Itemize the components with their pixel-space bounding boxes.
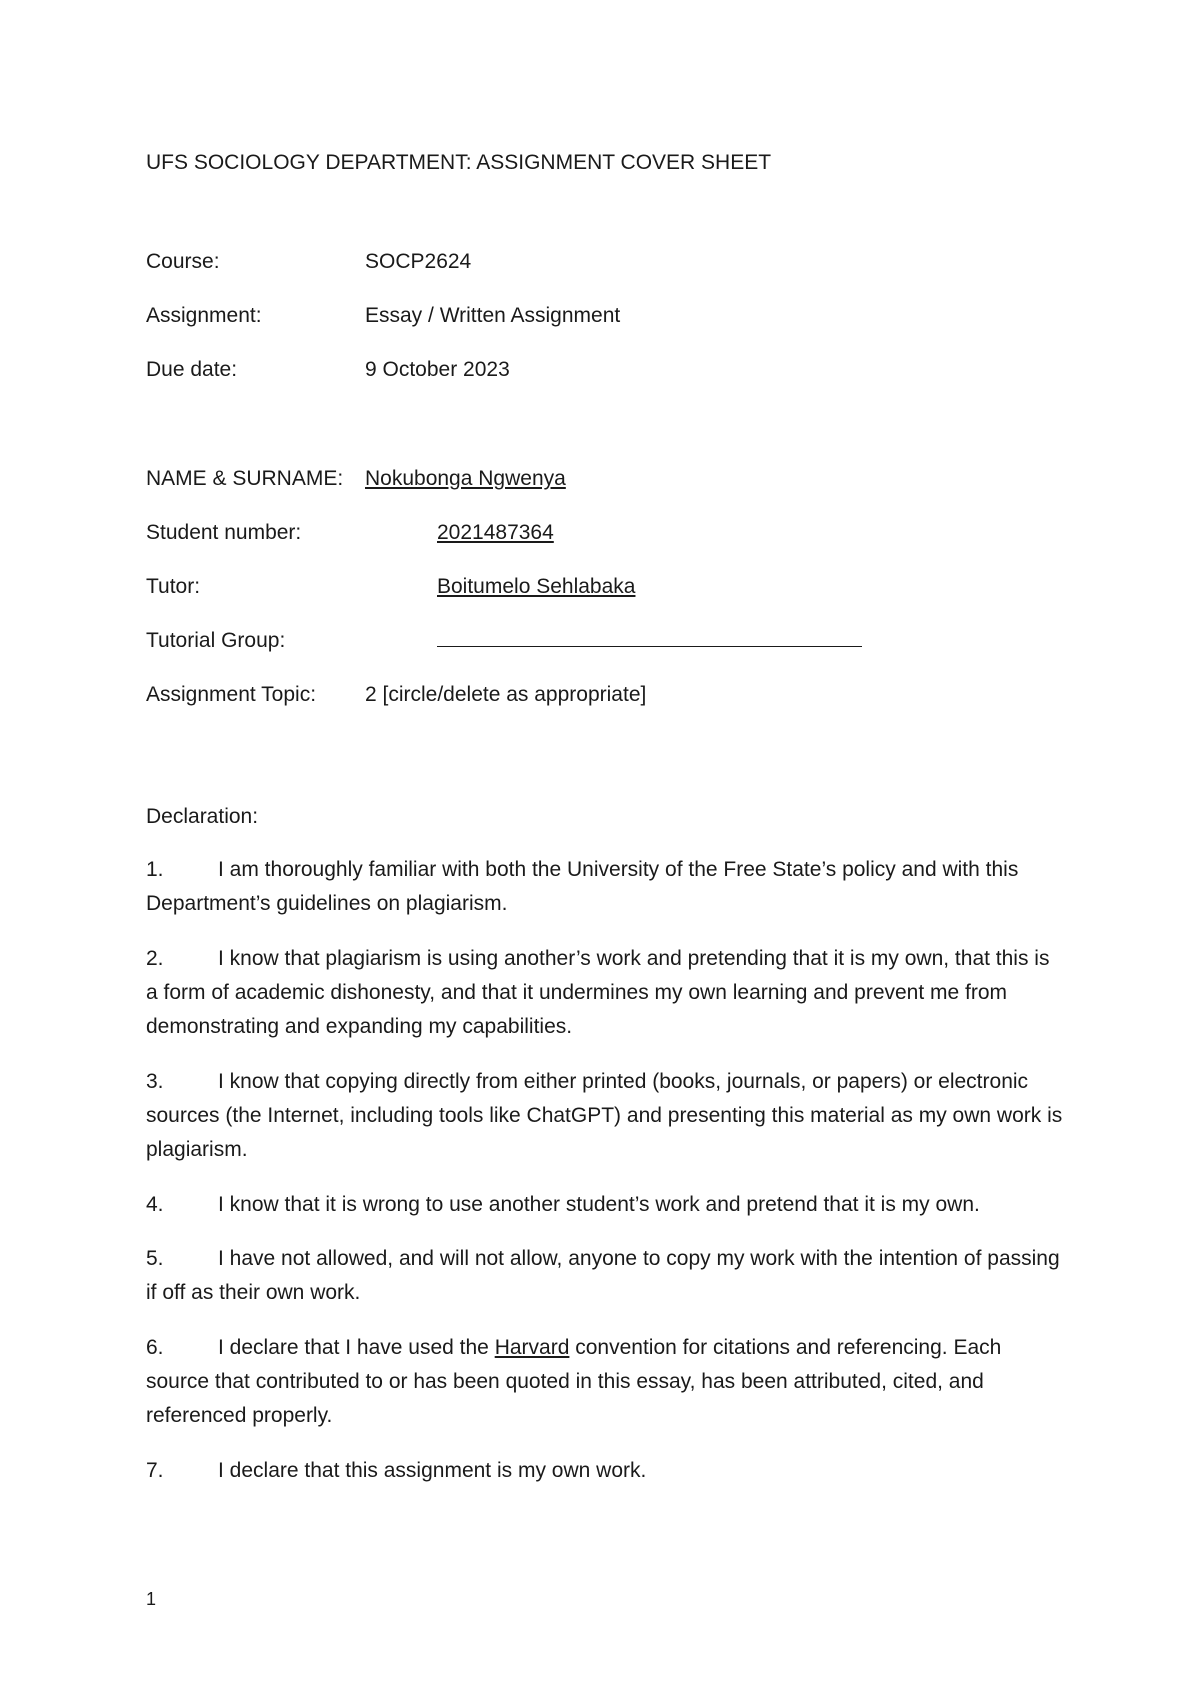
tutor-row — [146, 570, 1106, 604]
name-label: NAME & SURNAME: — [146, 467, 344, 490]
name-value: Nokubonga Ngwenya — [365, 467, 566, 490]
student-number-value: 2021487364 — [437, 521, 554, 544]
declaration-number: 4. — [146, 1193, 164, 1216]
student-number-row — [146, 516, 1106, 550]
assignment-row — [146, 299, 1106, 333]
declaration-number: 6. — [146, 1336, 164, 1359]
declaration-text: I am thoroughly familiar with both the University of the Free State’s policy and with this Department’s guidelines on plagiarism. — [146, 858, 1019, 915]
declaration-text: I know that copying directly from either printed (books, journals, or papers) or electronic sources (the Internet, including tools like ChatGPT) and presenting this material as my own work is plagiarism. — [146, 1070, 1063, 1161]
name-row — [146, 462, 1106, 496]
due-date-label: Due date: — [146, 358, 238, 381]
declaration-text: convention for citations and referencing. Each source that contributed to or has been quoted in this essay, has been attributed, cited, and referenced properly. — [146, 1336, 1002, 1427]
declaration-number: 3. — [146, 1070, 164, 1093]
tutor-label: Tutor: — [146, 575, 201, 598]
student-number-label: Student number: — [146, 521, 302, 544]
assignment-topic-row — [146, 678, 1106, 712]
declaration-item-3 — [146, 1065, 1066, 1167]
assignment-topic-value: 2 [circle/delete as appropriate] — [365, 683, 647, 706]
declaration-text: I know that it is wrong to use another student’s work and pretend that it is my own. — [218, 1193, 980, 1216]
assignment-label: Assignment: — [146, 304, 262, 327]
declaration-heading: Declaration: — [146, 805, 259, 828]
due-date-value: 9 October 2023 — [365, 358, 510, 381]
harvard-underlined-text: Harvard — [494, 1336, 570, 1359]
declaration-item-5 — [146, 1242, 1066, 1310]
page-number: 1 — [146, 1589, 157, 1609]
tutorial-group-row — [146, 624, 1106, 658]
declaration-item-7 — [146, 1454, 1066, 1488]
declaration-item-2 — [146, 942, 1066, 1044]
assignment-value: Essay / Written Assignment — [365, 304, 621, 327]
declaration-text: I know that plagiarism is using another’s work and pretending that it is my own, that this is a form of academic dishonesty, and that it undermines my own learning and prevent me from demonstrating and expanding my capabilities. — [146, 947, 1050, 1038]
declaration-item-4 — [146, 1188, 1066, 1222]
tutor-value: Boitumelo Sehlabaka — [437, 575, 636, 598]
tutorial-group-blank-line — [437, 646, 862, 647]
declaration-text: I have not allowed, and will not allow, anyone to copy my work with the intention of passing if off as their own work. — [146, 1247, 1060, 1304]
course-value: SOCP2624 — [365, 250, 472, 273]
declaration-number: 1. — [146, 858, 164, 881]
course-row — [146, 245, 1106, 279]
tutorial-group-label: Tutorial Group: — [146, 629, 286, 652]
declaration-number: 2. — [146, 947, 164, 970]
declaration-number: 7. — [146, 1459, 164, 1482]
declaration-item-1 — [146, 853, 1066, 921]
declaration-text: I declare that I have used the — [218, 1336, 495, 1359]
document-title: UFS SOCIOLOGY DEPARTMENT: ASSIGNMENT COVER SHEET — [146, 151, 772, 174]
assignment-topic-label: Assignment Topic: — [146, 683, 317, 706]
declaration-number: 5. — [146, 1247, 164, 1270]
declaration-item-6 — [146, 1331, 1066, 1433]
declaration-text: I declare that this assignment is my own work. — [218, 1459, 647, 1482]
due-date-row — [146, 353, 1106, 387]
course-label: Course: — [146, 250, 220, 273]
